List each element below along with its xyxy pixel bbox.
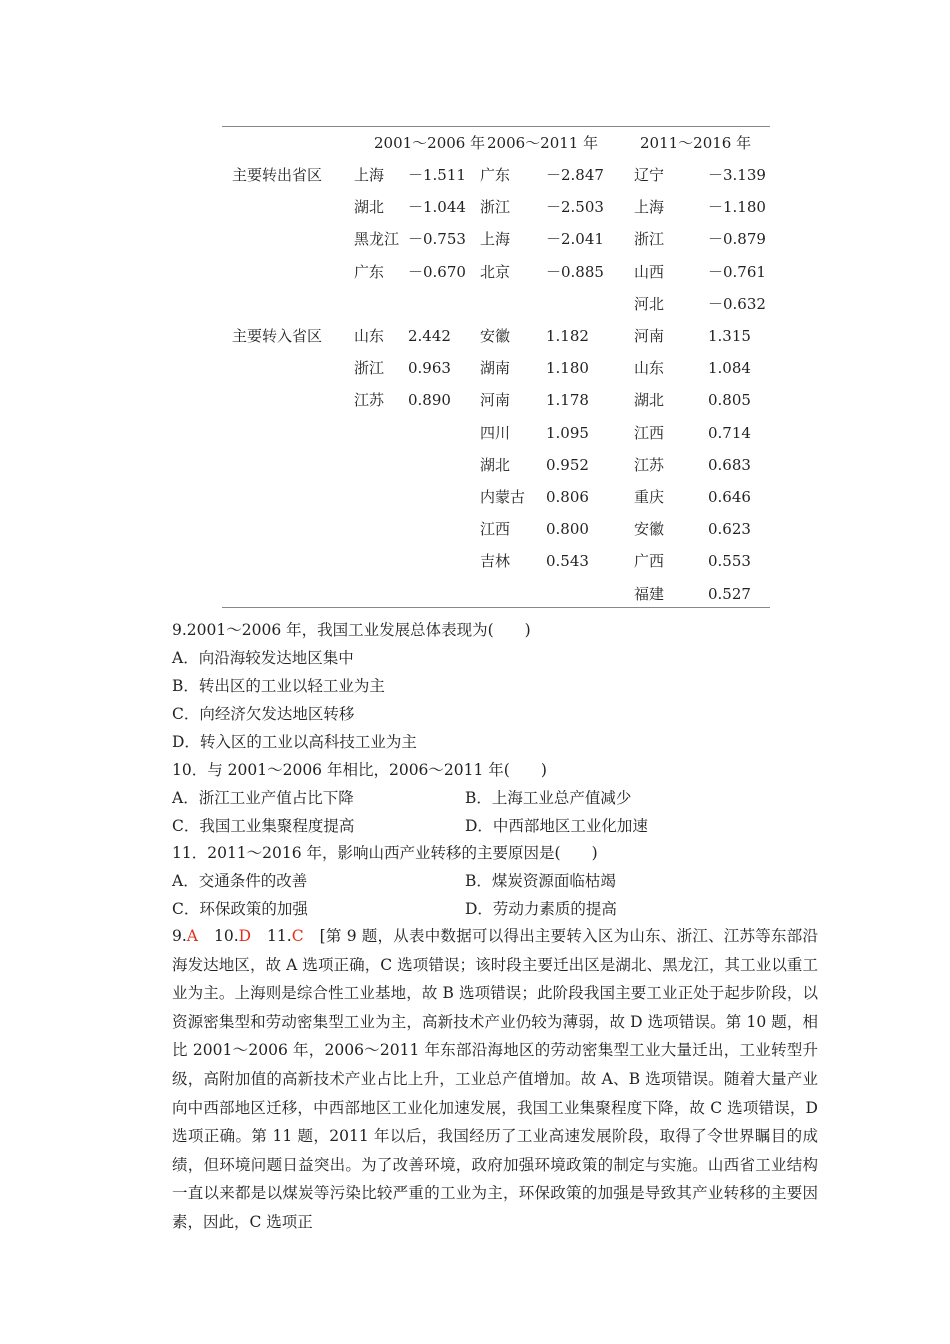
out-value: －0.670 — [408, 262, 466, 281]
in-value: 1.315 — [708, 327, 751, 345]
in-province: 浙江 — [354, 359, 385, 378]
out-value: －0.879 — [708, 230, 766, 249]
q9-option-d: D．转入区的工业以高科技工业为主 — [172, 733, 417, 751]
out-value: －1.180 — [708, 198, 766, 217]
period-header-1: 2001～2006 年 — [374, 134, 486, 152]
q11-option-c: C．环保政策的加强 — [172, 900, 308, 918]
industry-transfer-table — [222, 126, 770, 608]
out-label: 主要转出省区 — [232, 166, 323, 184]
in-value: 0.890 — [408, 391, 451, 410]
q9-option-c: C．向经济欠发达地区转移 — [172, 705, 355, 723]
out-province: 山西 — [634, 262, 665, 281]
q10-option-d: D．中西部地区工业化加速 — [465, 817, 648, 835]
out-province: 辽宁 — [634, 166, 665, 184]
in-province: 湖南 — [480, 359, 511, 378]
out-value: －0.753 — [408, 230, 466, 249]
period-header-3: 2011～2016 年 — [640, 134, 752, 152]
out-province: 北京 — [480, 262, 511, 281]
out-value: －2.503 — [546, 198, 604, 217]
table-bottom-rule — [222, 607, 770, 608]
in-province: 江苏 — [634, 455, 665, 474]
out-value: －0.761 — [708, 262, 766, 281]
in-value: 1.095 — [546, 423, 589, 442]
q11-option-d: D．劳动力素质的提高 — [465, 900, 617, 918]
out-value: －0.632 — [708, 294, 766, 313]
in-province: 四川 — [480, 423, 511, 442]
q9-option-b: B．转出区的工业以轻工业为主 — [172, 677, 385, 695]
q10-option-a: A．浙江工业产值占比下降 — [172, 789, 354, 807]
in-province: 吉林 — [480, 552, 511, 571]
in-value: 0.800 — [546, 520, 589, 539]
out-value: －2.041 — [546, 230, 604, 249]
in-province: 山东 — [634, 359, 665, 378]
in-value: 0.623 — [708, 520, 751, 539]
in-value: 0.683 — [708, 455, 751, 474]
out-value: －2.847 — [546, 166, 604, 184]
in-province: 内蒙古 — [480, 488, 526, 506]
answer-11-number: 11. — [251, 927, 292, 945]
question-11: 11．2011～2016 年，影响山西产业转移的主要原因是( ) — [172, 844, 598, 862]
in-label: 主要转入省区 — [232, 327, 323, 345]
in-province: 江西 — [634, 423, 665, 442]
in-province: 山东 — [354, 327, 385, 345]
out-value: －1.044 — [408, 198, 466, 217]
table-top-rule — [222, 126, 770, 127]
in-value: 0.553 — [708, 552, 751, 571]
out-province: 湖北 — [354, 198, 385, 217]
in-province: 福建 — [634, 584, 665, 603]
q11-option-b: B．煤炭资源面临枯竭 — [465, 872, 616, 890]
in-province: 河南 — [634, 327, 665, 345]
out-province: 上海 — [480, 230, 511, 249]
in-province: 湖北 — [480, 455, 511, 474]
in-province: 江西 — [480, 520, 511, 539]
question-10: 10．与 2001～2006 年相比，2006～2011 年( ) — [172, 761, 547, 779]
out-province: 黑龙江 — [354, 230, 400, 249]
out-province: 广东 — [480, 166, 511, 184]
in-value: 0.527 — [708, 584, 751, 603]
in-province: 广西 — [634, 552, 665, 571]
in-province: 江苏 — [354, 391, 385, 410]
in-province: 河南 — [480, 391, 511, 410]
answer-explanation — [172, 922, 818, 1237]
out-value: －3.139 — [708, 166, 766, 184]
in-value: 1.178 — [546, 391, 589, 410]
out-province: 浙江 — [480, 198, 511, 217]
in-value: 0.646 — [708, 488, 751, 506]
answer-9-key: A — [186, 927, 198, 945]
in-value: 0.806 — [546, 488, 589, 506]
in-value: 0.952 — [546, 455, 589, 474]
answer-10-key: D — [238, 927, 252, 945]
in-value: 1.180 — [546, 359, 589, 378]
in-value: 0.714 — [708, 423, 751, 442]
in-value: 1.182 — [546, 327, 589, 345]
answer-11-key: C — [291, 927, 304, 945]
in-value: 1.084 — [708, 359, 751, 378]
answer-10-number: 10. — [198, 927, 239, 945]
in-province: 安徽 — [634, 520, 665, 539]
out-province: 浙江 — [634, 230, 665, 249]
q10-option-c: C．我国工业集聚程度提高 — [172, 817, 355, 835]
out-value: －0.885 — [546, 262, 604, 281]
in-value: 0.805 — [708, 391, 751, 410]
out-province: 上海 — [634, 198, 665, 217]
out-province: 广东 — [354, 262, 385, 281]
out-value: －1.511 — [408, 166, 466, 184]
out-province: 河北 — [634, 294, 665, 313]
in-province: 湖北 — [634, 391, 665, 410]
in-value: 0.543 — [546, 552, 589, 571]
question-9: 9.2001～2006 年，我国工业发展总体表现为( ) — [172, 621, 531, 639]
answer-9-number: 9. — [172, 927, 187, 945]
q11-option-a: A．交通条件的改善 — [172, 872, 308, 890]
in-province: 安徽 — [480, 327, 511, 345]
answer-text: [第 9 题，从表中数据可以得出主要转入区为山东、浙江、江苏等东部沿海发达地区，故 A 选项正确，C 选项错误；该时段主要迁出区是湖北、黑龙江，其工业以重工业为主。上海则是综合性工业基地，故 B 选项错误；此阶段我国主要工业正处于起步阶段，以资源密集型和劳动密集型工业为主，高新技术产业仍较为薄弱，故 D 选项错误。第 10 题，相比 2001～2006 年，2006～2011 年东部沿海地区的劳动密集型工业大量迁出，工业转型升级，高附加值的高新技术产业占比上升，工业总产值增加。故 A、B 选项错误。随着大量产业向中西部地区迁移，中西部地区工业化加速发展，我国工业集聚程度下降，故 C 选项错误，D 选项正确。第 11 题，2011 年以后，我国经历了工业高速发展阶段，取得了令世界瞩目的成绩，但环境问题日益突出。为了改善环境，政府加强环境政策的制定与实施。山西省工业结构一直以来都是以煤炭等污染比较严重的工业为主，环保政策的加强是导致其产业转移的主要因素，因此，C 选项正 — [172, 927, 819, 1231]
in-value: 0.963 — [408, 359, 451, 378]
out-province: 上海 — [354, 166, 385, 184]
q9-option-a: A．向沿海较发达地区集中 — [172, 649, 354, 667]
in-value: 2.442 — [408, 327, 451, 345]
period-header-2: 2006～2011 年 — [487, 134, 599, 152]
q10-option-b: B．上海工业总产值减少 — [465, 789, 632, 807]
in-province: 重庆 — [634, 488, 665, 506]
